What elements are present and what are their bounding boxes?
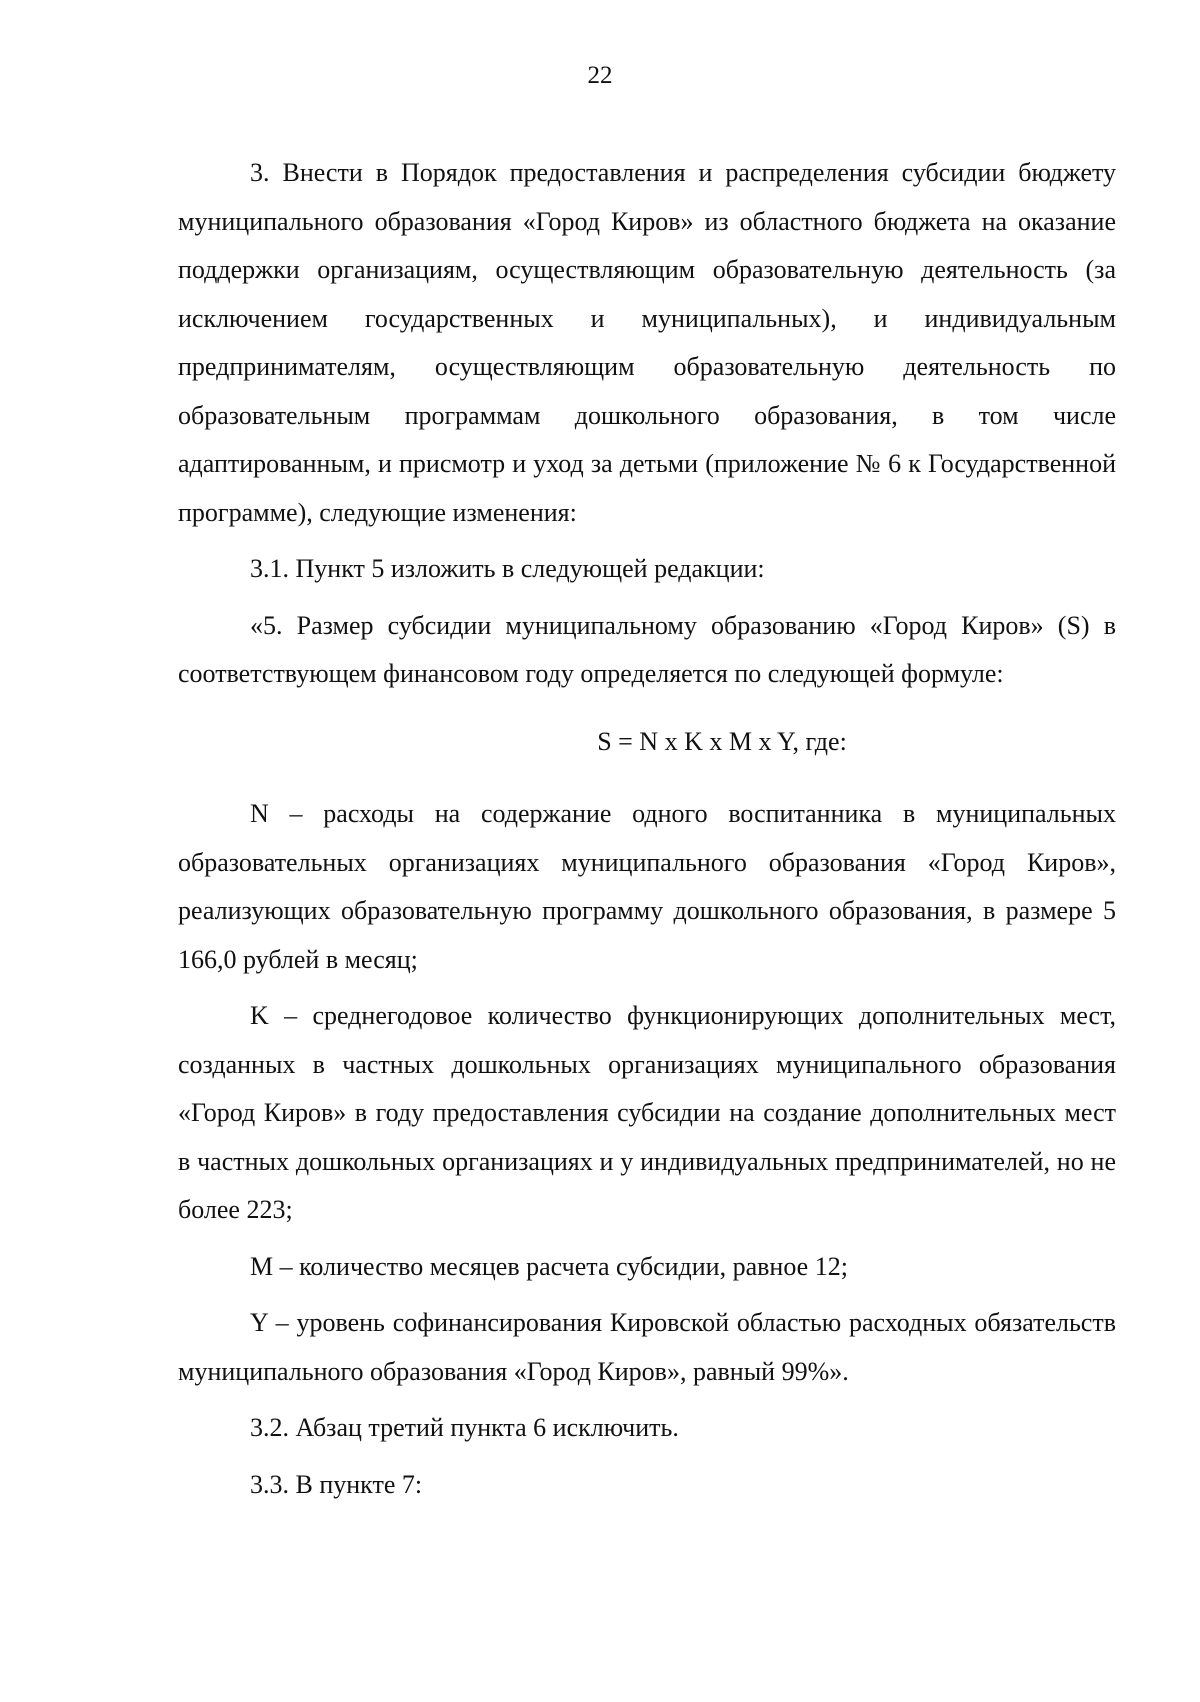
paragraph-item-3-2: 3.2. Абзац третий пункта 6 исключить. xyxy=(250,1413,679,1442)
paragraph-item-3-1: 3.1. Пункт 5 изложить в следующей редакции: xyxy=(250,554,765,583)
paragraph-item-3-3: 3.3. В пункте 7: xyxy=(250,1469,423,1499)
paragraph-definition-k: K – среднегодовое количество функционирующих дополнительных мест, созданных в частных дошкольных организациях муниципального образования «Город Киров» в году предоставления субсидии на создание дополнительных мест в частных дошкольных организациях и у индивидуальных предпринимателей, но не более 223; xyxy=(178,1001,1116,1224)
paragraph-amendment-intro: 3. Внести в Порядок предоставления и распределения субсидии бюджету муниципального образования «Город Киров» из областного бюджета на оказание поддержки организациям, осуществляющим образовательную деятельность (за исключением государственных и муниципальных), и индивидуальным предпринимателям, осуществляющим образовательную деятельность по образовательным программам дошкольного образования, в том числе адаптированным, и присмотр и уход за детьми (приложение № 6 к Государственной программе), следующие изменения: xyxy=(178,158,1116,527)
subsidy-formula: S = N x K x M x Y, где: xyxy=(597,726,847,756)
paragraph-definition-y: Y – уровень софинансирования Кировской областью расходных обязательств муниципального образования «Город Киров», равный 99%». xyxy=(178,1308,1116,1386)
paragraph-subsidy-size: «5. Размер субсидии муниципальному образованию «Город Киров» (S) в соответствующем финансовом году определяется по следующей формуле: xyxy=(178,610,1116,688)
page-number: 22 xyxy=(587,62,613,89)
paragraph-definition-n: N – расходы на содержание одного воспитанника в муниципальных образовательных организациях муниципального образования «Город Киров», реализующих образовательную программу дошкольного образования, в размере 5 166,0 рублей в месяц; xyxy=(178,799,1116,974)
paragraph-definition-m: M – количество месяцев расчета субсидии, равное 12; xyxy=(250,1251,848,1281)
document-body xyxy=(178,149,1116,1509)
